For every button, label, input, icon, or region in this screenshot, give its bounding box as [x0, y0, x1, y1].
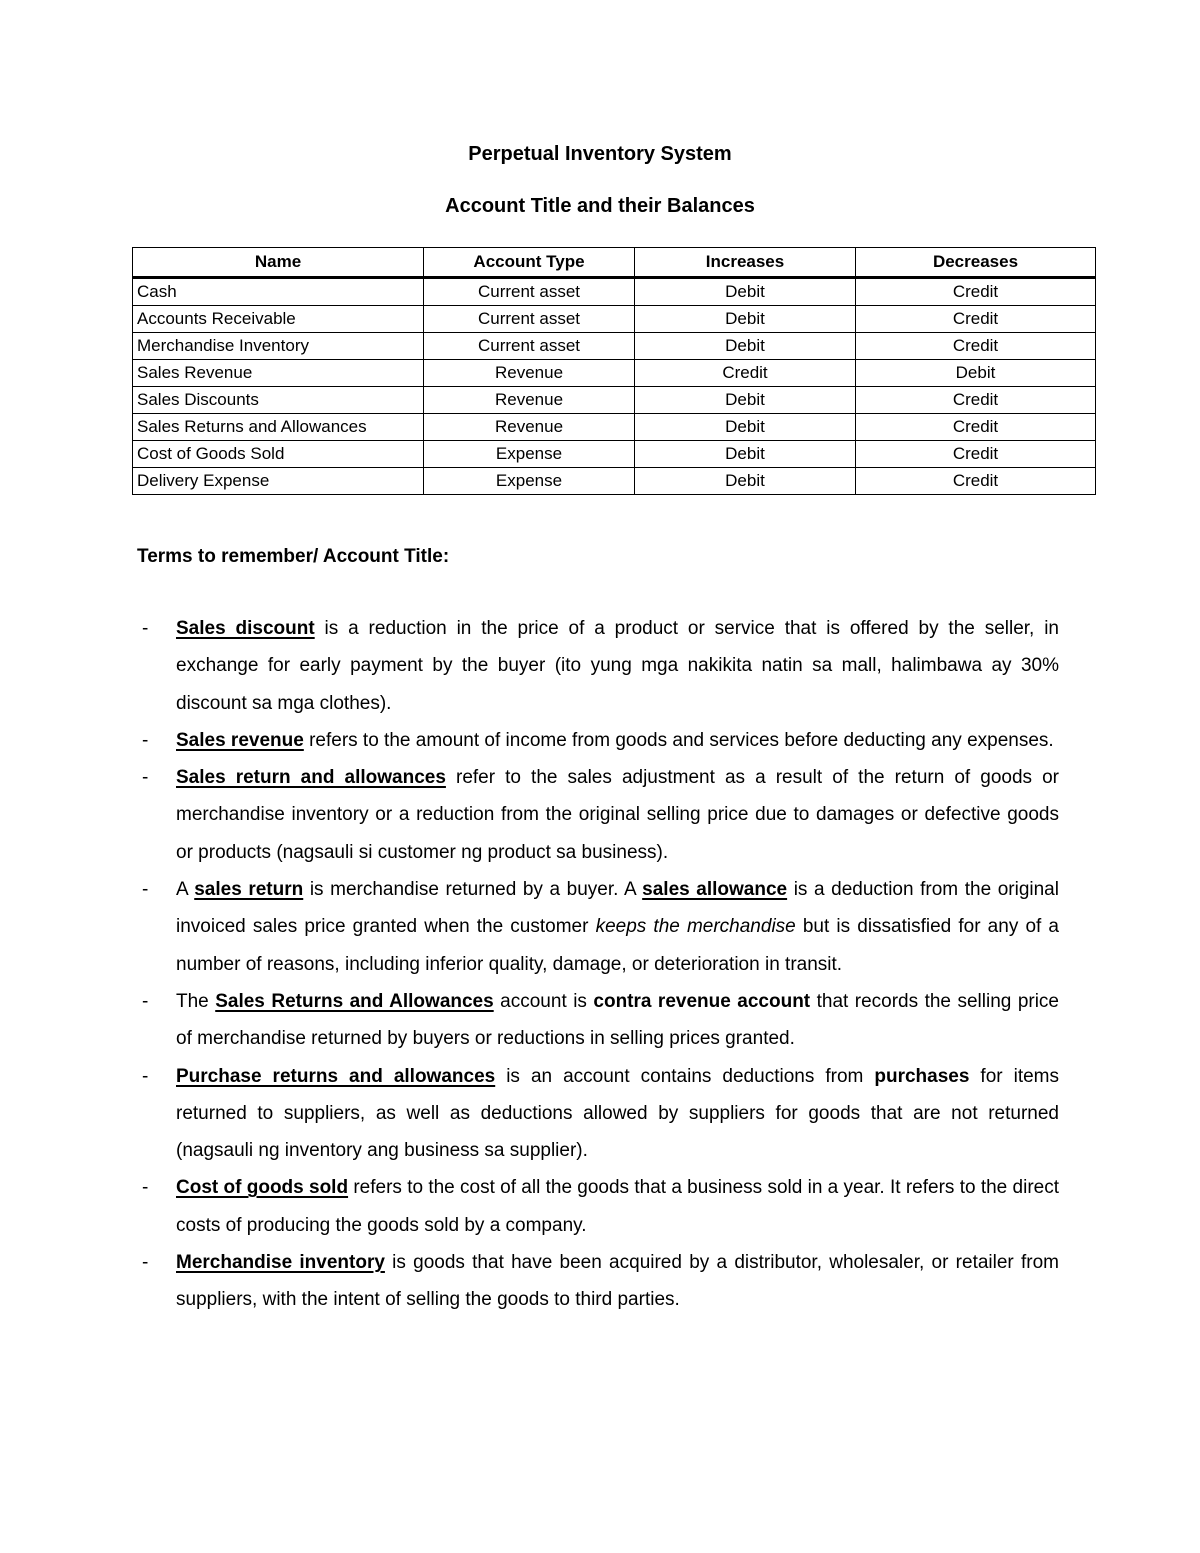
table-row — [133, 306, 1096, 333]
cell-decreases: Credit — [856, 306, 1096, 333]
table-row — [133, 278, 1096, 306]
cell-name: Merchandise Inventory — [133, 333, 424, 360]
page-subtitle: Account Title and their Balances — [445, 195, 755, 217]
term-keyword: sales return — [194, 879, 304, 901]
cell-increases: Debit — [635, 468, 856, 495]
term-keyword: Sales revenue — [176, 729, 304, 751]
terms-heading: Terms to remember/ Account Title: — [137, 546, 450, 567]
cell-increases: Debit — [635, 414, 856, 441]
bullet-dash: - — [142, 767, 149, 789]
table-row — [133, 360, 1096, 387]
cell-name: Delivery Expense — [133, 468, 424, 495]
term-item: - Cost of goods sold refers to the cost of all the goods that a business sold in a year. It refers to the direct costs of producing the goods sold by a company. — [137, 1169, 1059, 1244]
term-keyword: Sales return and allowances — [176, 767, 446, 789]
term-keyword: Cost of goods sold — [176, 1177, 349, 1199]
term-item: - Sales discount is a reduction in the price of a product or service that is offered by the seller, in exchange for early payment by the buyer (ito yung mga nakikita natin sa mall, halimbawa ay 30% discount sa mga clothes). — [137, 610, 1059, 722]
header-name: Name — [133, 248, 424, 278]
table-row — [133, 468, 1096, 495]
cell-account-type: Expense — [424, 468, 635, 495]
bullet-dash: - — [142, 729, 149, 751]
term-item: - Merchandise inventory is goods that have been acquired by a distributor, wholesaler, or retailer from suppliers, with the intent of selling the goods to third parties. — [137, 1244, 1059, 1319]
table-row — [133, 333, 1096, 360]
bullet-dash: - — [142, 1065, 149, 1087]
cell-increases: Debit — [635, 306, 856, 333]
table-row — [133, 414, 1096, 441]
term-keyword: Merchandise inventory — [176, 1252, 385, 1274]
cell-account-type: Revenue — [424, 387, 635, 414]
table-row — [133, 441, 1096, 468]
header-increases: Increases — [635, 248, 856, 278]
cell-decreases: Credit — [856, 278, 1096, 306]
accounts-table-header — [133, 248, 1096, 278]
term-keyword: Purchase returns and allowances — [176, 1065, 496, 1087]
accounts-table — [132, 247, 1096, 495]
term-emphasis: purchases — [874, 1065, 970, 1087]
header-account-type: Account Type — [424, 248, 635, 278]
header-decreases: Decreases — [856, 248, 1096, 278]
table-row — [133, 387, 1096, 414]
bullet-dash: - — [142, 1252, 149, 1274]
cell-name: Accounts Receivable — [133, 306, 424, 333]
header-row — [133, 248, 1096, 278]
cell-increases: Debit — [635, 333, 856, 360]
term-keyword: sales allowance — [642, 879, 788, 901]
cell-decreases: Credit — [856, 468, 1096, 495]
cell-increases: Debit — [635, 278, 856, 306]
cell-account-type: Expense — [424, 441, 635, 468]
cell-account-type: Current asset — [424, 306, 635, 333]
term-keyword: Sales discount — [176, 618, 315, 639]
term-item: - The Sales Returns and Allowances account is contra revenue account that records the selling price of merchandise returned by buyers or reductions in selling prices granted. — [137, 983, 1059, 1058]
terms-list — [137, 610, 1059, 1319]
cell-decreases: Credit — [856, 414, 1096, 441]
bullet-dash: - — [142, 618, 149, 639]
cell-account-type: Current asset — [424, 278, 635, 306]
term-item: - Sales revenue refers to the amount of income from goods and services before deducting any expenses. — [137, 722, 1059, 759]
term-item: - Purchase returns and allowances is an account contains deductions from purchases for items returned to suppliers, as well as deductions allowed by suppliers for goods that are not returned (nagsauli ng inventory ang business sa supplier). — [137, 1058, 1059, 1170]
term-keyword: Sales Returns and Allowances — [215, 990, 494, 1012]
cell-name: Sales Revenue — [133, 360, 424, 387]
term-item: - A sales return is merchandise returned by a buyer. A sales allowance is a deduction from the original invoiced sales price granted when the customer keeps the merchandise but is dissatisfied for any of a number of reasons, including inferior quality, damage, or deterioration in transit. — [137, 871, 1059, 983]
accounts-table-body — [133, 278, 1096, 495]
cell-decreases: Credit — [856, 387, 1096, 414]
cell-name: Sales Discounts — [133, 387, 424, 414]
bullet-dash: - — [142, 879, 149, 901]
term-italic: keeps the merchandise — [595, 916, 796, 938]
cell-decreases: Credit — [856, 441, 1096, 468]
cell-account-type: Revenue — [424, 360, 635, 387]
page-title: Perpetual Inventory System — [468, 143, 732, 165]
cell-name: Cash — [133, 278, 424, 306]
cell-account-type: Current asset — [424, 333, 635, 360]
bullet-dash: - — [142, 990, 149, 1012]
cell-increases: Debit — [635, 441, 856, 468]
cell-increases: Credit — [635, 360, 856, 387]
cell-name: Sales Returns and Allowances — [133, 414, 424, 441]
cell-decreases: Debit — [856, 360, 1096, 387]
bullet-dash: - — [142, 1177, 149, 1199]
cell-increases: Debit — [635, 387, 856, 414]
term-emphasis: contra revenue account — [593, 990, 811, 1012]
cell-decreases: Credit — [856, 333, 1096, 360]
cell-name: Cost of Goods Sold — [133, 441, 424, 468]
cell-account-type: Revenue — [424, 414, 635, 441]
term-item: - Sales return and allowances refer to the sales adjustment as a result of the return of goods or merchandise inventory or a reduction from the original selling price due to damages or defective goods or products (nagsauli si customer ng product sa business). — [137, 759, 1059, 871]
